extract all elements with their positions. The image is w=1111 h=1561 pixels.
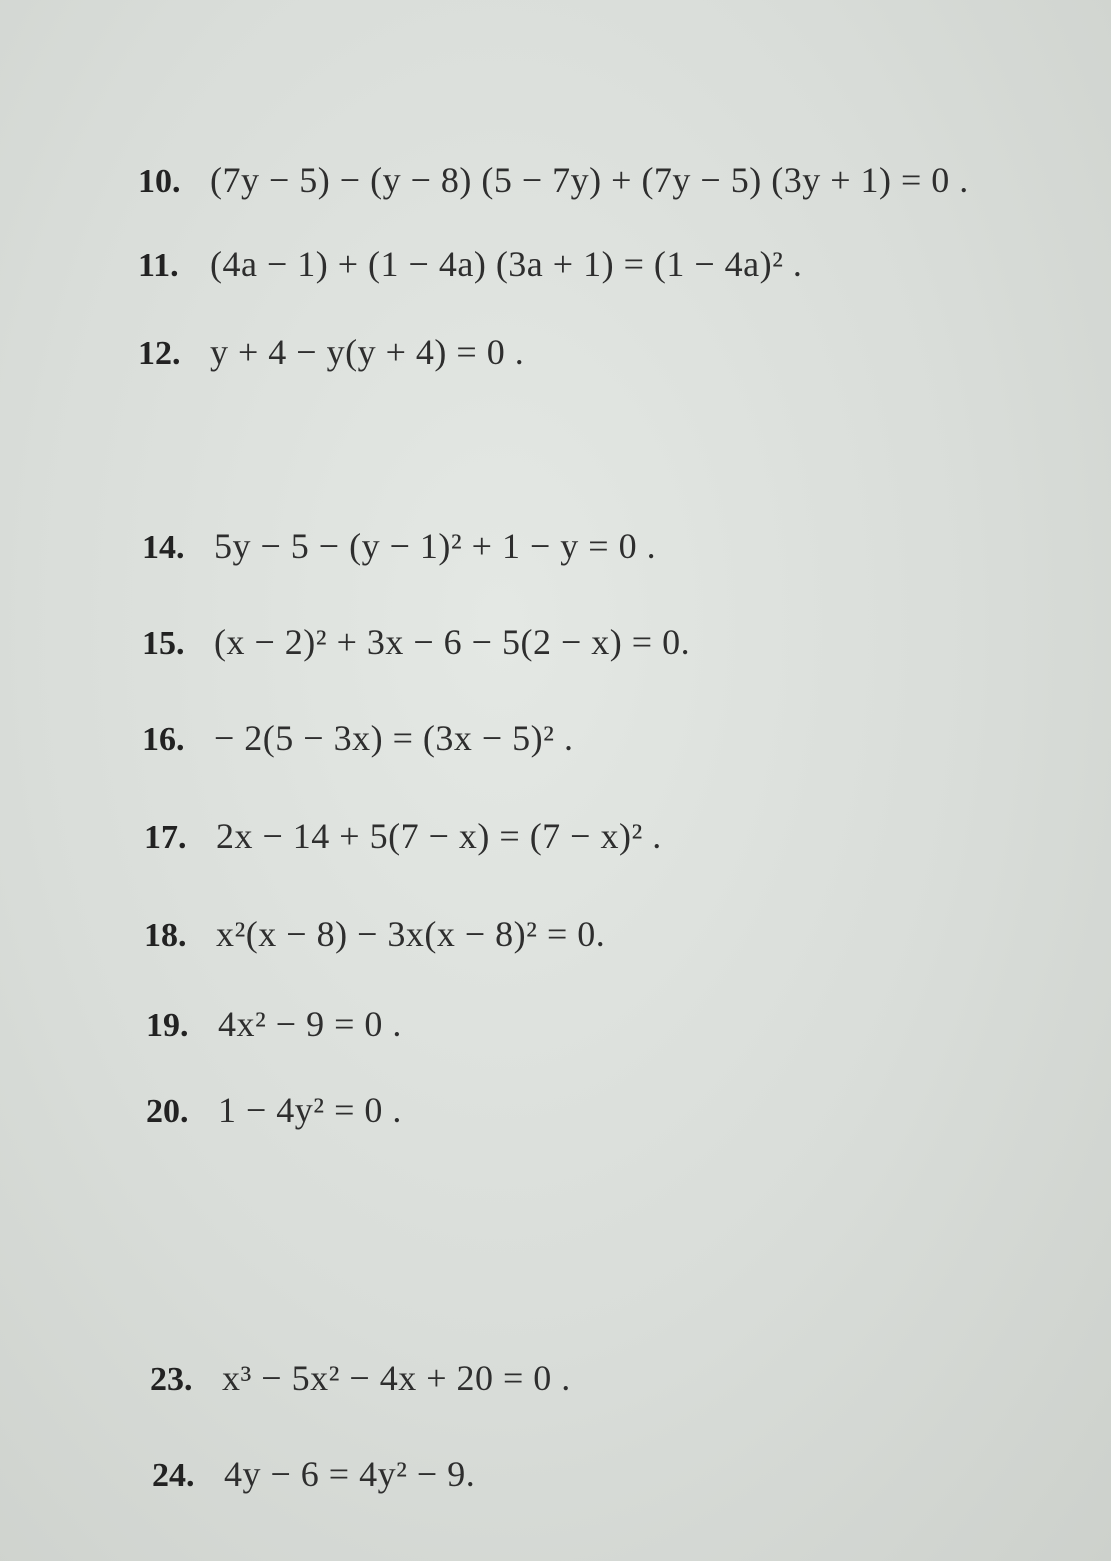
problem-equation: x²(x − 8) − 3x(x − 8)² = 0. [216, 914, 606, 954]
problem-15 [142, 624, 690, 661]
problem-17 [144, 818, 662, 855]
problem-equation: (4a − 1) + (1 − 4a) (3a + 1) = (1 − 4a)² . [210, 244, 803, 284]
problem-23 [150, 1360, 571, 1397]
problem-number: 16. [142, 721, 185, 758]
problem-19 [146, 1006, 402, 1043]
problem-14 [142, 528, 656, 565]
problem-number: 15. [142, 625, 185, 662]
problem-10 [138, 162, 969, 199]
problem-12 [138, 334, 524, 371]
problem-equation: 4x² − 9 = 0 . [218, 1004, 402, 1044]
problem-number: 18. [144, 917, 187, 954]
problem-18 [144, 916, 605, 953]
problem-equation: 2x − 14 + 5(7 − x) = (7 − x)² . [216, 816, 662, 856]
problem-equation: x³ − 5x² − 4x + 20 = 0 . [222, 1358, 571, 1398]
problem-number: 12. [138, 335, 181, 372]
problem-11 [138, 246, 802, 283]
problem-number: 20. [146, 1093, 189, 1130]
problem-number: 19. [146, 1007, 189, 1044]
problem-equation: − 2(5 − 3x) = (3x − 5)² . [214, 718, 574, 758]
problem-equation: 1 − 4y² = 0 . [218, 1090, 402, 1130]
problem-equation: (7y − 5) − (y − 8) (5 − 7y) + (7y − 5) (3y + 1) = 0 . [210, 160, 969, 200]
problem-number: 11. [138, 247, 179, 284]
problem-number: 24. [152, 1457, 195, 1494]
problem-24 [152, 1456, 475, 1493]
problem-number: 17. [144, 819, 187, 856]
problem-20 [146, 1092, 402, 1129]
problem-number: 10. [138, 163, 181, 200]
problem-number: 14. [142, 529, 185, 566]
problem-16 [142, 720, 573, 757]
problem-equation: y + 4 − y(y + 4) = 0 . [210, 332, 525, 372]
problem-equation: (x − 2)² + 3x − 6 − 5(2 − x) = 0. [214, 622, 691, 662]
problem-number: 23. [150, 1361, 193, 1398]
problem-equation: 4y − 6 = 4y² − 9. [224, 1454, 476, 1494]
problem-equation: 5y − 5 − (y − 1)² + 1 − y = 0 . [214, 526, 657, 566]
